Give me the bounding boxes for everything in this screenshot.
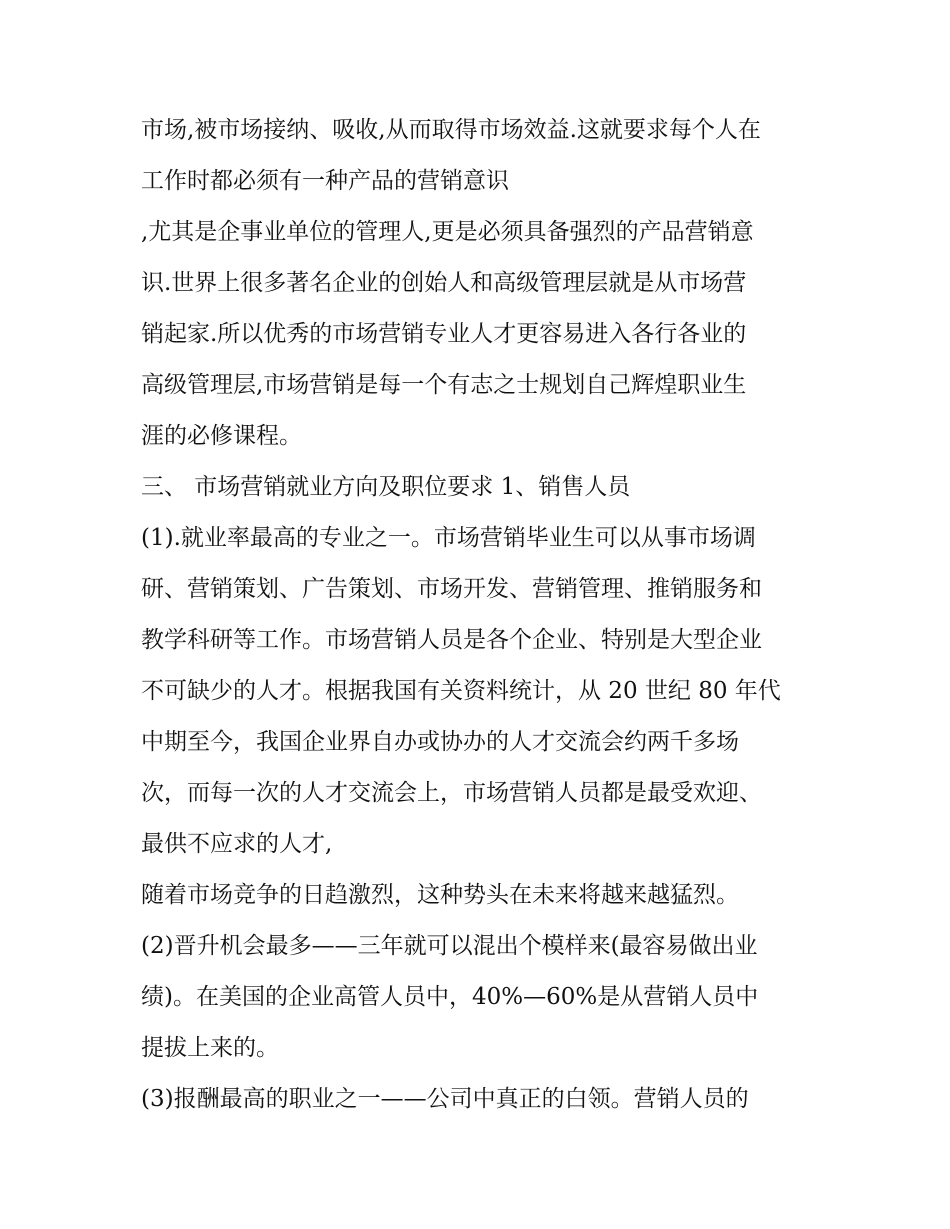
text-line: 市场,被市场接纳、吸收,从而取得市场效益.这就要求每个人在 <box>141 117 761 143</box>
text-line: (3)报酬最高的职业之一——公司中真正的白领。营销人员的 <box>141 1086 749 1112</box>
text-line: (1).就业率最高的专业之一。市场营销毕业生可以从事市场调 <box>141 525 756 551</box>
text-line: 提拔上来的。 <box>141 1035 279 1061</box>
text-line: 工作时都必须有一种产品的营销意识 <box>141 168 509 194</box>
text-line: ,尤其是企事业单位的管理人,更是必须具备强烈的产品营销意 <box>141 219 754 245</box>
text-line: 教学科研等工作。市场营销人员是各个企业、特别是大型企业 <box>141 627 762 653</box>
text-line: 中期至今，我国企业界自办或协办的人才交流会约两千多场 <box>141 729 739 755</box>
text-line: 不可缺少的人才。根据我国有关资料统计，从 20 世纪 80 年代 <box>141 678 781 704</box>
text-line: 销起家.所以优秀的市场营销专业人才更容易进入各行各业的 <box>141 321 747 347</box>
text-line: 高级管理层,市场营销是每一个有志之士规划自己辉煌职业生 <box>141 372 747 398</box>
text-line: 随着市场竞争的日趋激烈，这种势头在未来将越来越猛烈。 <box>141 882 739 908</box>
text-line: 涯的必修课程。 <box>141 423 302 449</box>
text-line: 最供不应求的人才, <box>141 831 333 857</box>
text-line: 识.世界上很多著名企业的创始人和高级管理层就是从市场营 <box>141 270 747 296</box>
section-heading: 三、 市场营销就业方向及职位要求 1、销售人员 <box>141 474 631 500</box>
text-line: (2)晋升机会最多——三年就可以混出个模样来(最容易做出业 <box>141 933 758 959</box>
text-line: 绩)。在美国的企业高管人员中，40%—60%是从营销人员中 <box>141 984 759 1010</box>
text-line: 研、营销策划、广告策划、市场开发、营销管理、推销服务和 <box>141 576 762 602</box>
document-body <box>141 108 821 1128</box>
text-line: 次，而每一次的人才交流会上，市场营销人员都是最受欢迎、 <box>141 780 762 806</box>
